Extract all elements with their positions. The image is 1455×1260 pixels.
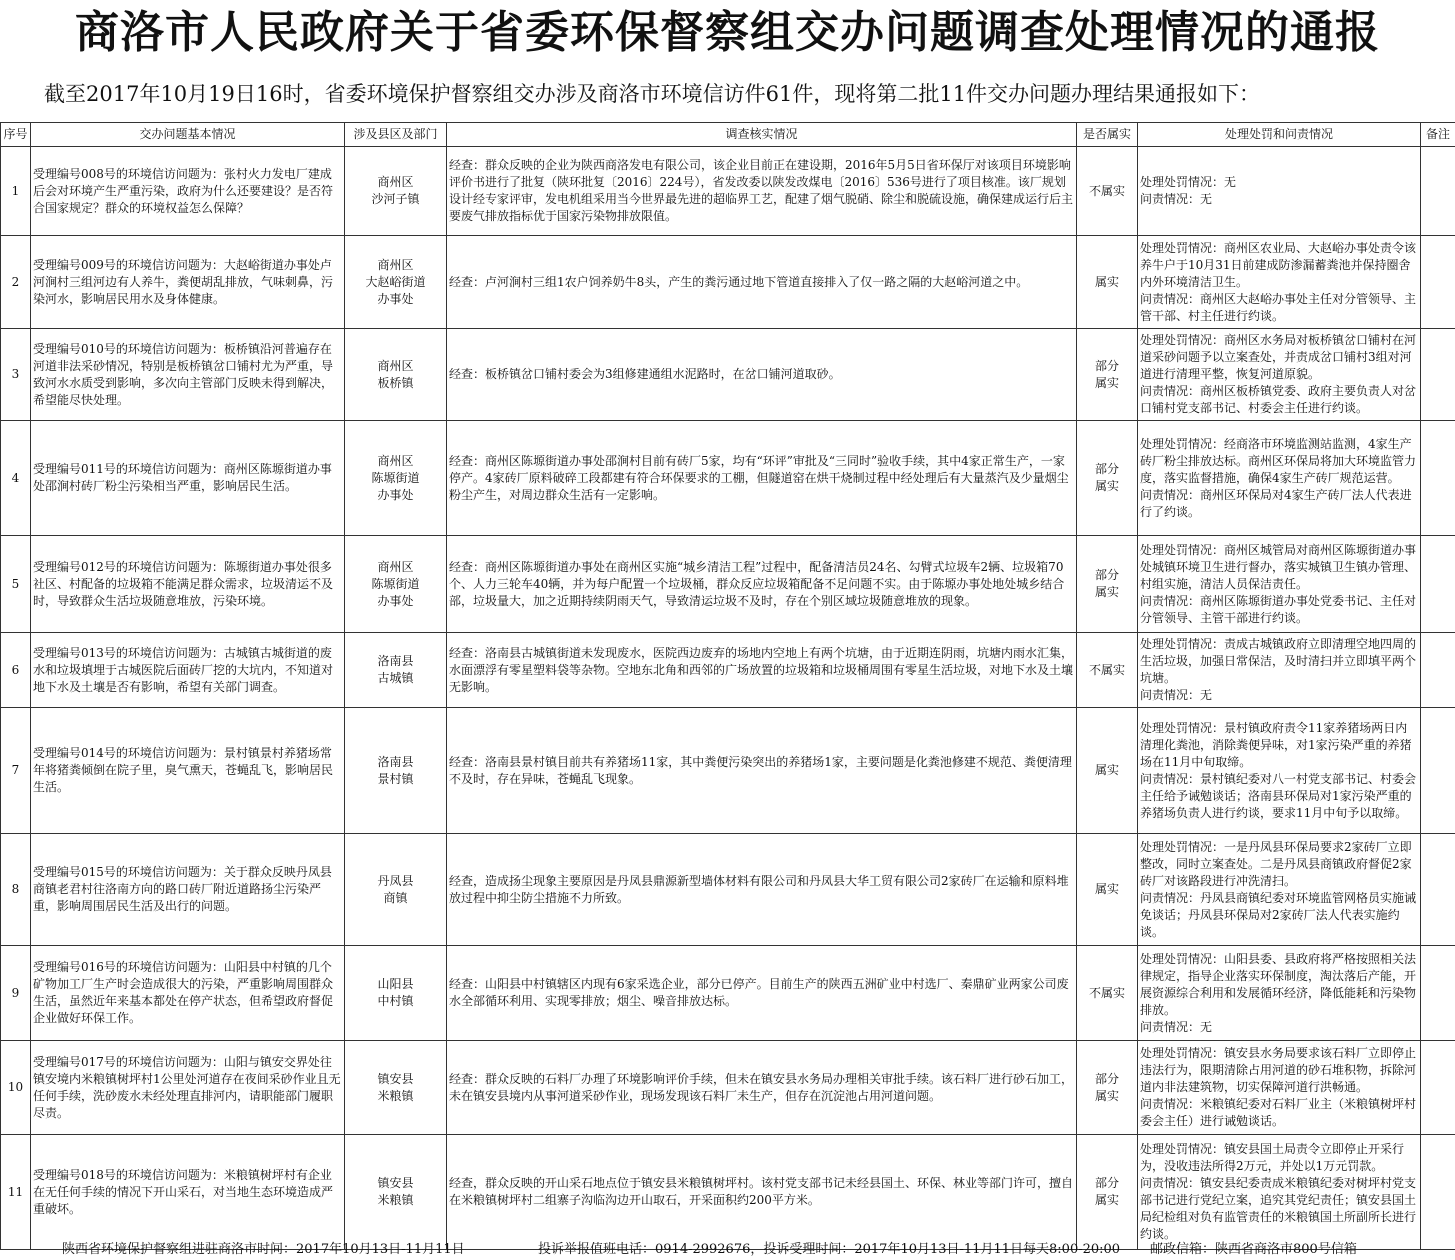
cell-verified: 属实 (1077, 236, 1138, 329)
cell-investigation: 经查：商州区陈塬街道办事处邵涧村目前有砖厂5家，均有“环评”审批及“三同时”验收手续，其中4家正常生产，一家停产。4家砖厂原料破碎工段都建有符合环保要求的工棚，但隧道窑在烘干烧制过程中经处理后有大量蒸汽及少量烟尘粉尘产生，对周边群众生活有一定影响。 (447, 421, 1077, 536)
cell-area: 镇安县 米粮镇 (345, 1135, 447, 1250)
table-row (1, 236, 1455, 329)
header-verified: 是否属实 (1077, 123, 1138, 147)
cell-area: 商州区 沙河子镇 (345, 147, 447, 236)
cell-issue: 受理编号008号的环境信访问题为：张村火力发电厂建成后会对环境产生严重污染，政府为什么还要建设？是否符合国家规定？群众的环境权益怎么保障？ (31, 147, 345, 236)
cell-no: 6 (1, 633, 31, 708)
cell-investigation: 经查：群众反映的企业为陕西商洛发电有限公司，该企业目前正在建设期，2016年5月5日省环保厅对该项目环境影响评价书进行了批复（陕环批复〔2016〕224号），省发改委以陕发改煤电〔2016〕536号进行了项目核准。该厂规划设计经专家评审，发电机组采用当今世界最先进的超临界工艺，配建了烟气脱硝、除尘和脱硫设施，确保建成运行后主要废气排放指标优于国家污染物排放限值。 (447, 147, 1077, 236)
cell-handling: 处理处罚情况：经商洛市环境监测站监测，4家生产砖厂粉尘排放达标。商州区环保局将加大环境监管力度，落实监督措施，确保4家生产砖厂规范运营。 问责情况：商州区环保局对4家生产砖厂法人代表进行了约谈。 (1138, 421, 1421, 536)
cell-handling: 处理处罚情况：一是丹凤县环保局要求2家砖厂立即整改，同时立案查处。二是丹凤县商镇政府督促2家砖厂对该路段进行冲洗清扫。 问责情况：丹凤县商镇纪委对环境监管网格员实施诫免谈话；丹凤县环保局对2家砖厂法人代表实施约谈。 (1138, 834, 1421, 946)
cell-handling: 处理处罚情况：山阳县委、县政府将严格按照相关法律规定，指导企业落实环保制度，淘汰落后产能，开展资源综合利用和发展循环经济，降低能耗和污染物排放。 问责情况：无 (1138, 946, 1421, 1041)
cell-investigation: 经查：板桥镇岔口铺村委会为3组修建通组水泥路时，在岔口铺河道取砂。 (447, 329, 1077, 421)
cell-verified: 不属实 (1077, 633, 1138, 708)
table-row (1, 1135, 1455, 1250)
cell-remark (1421, 1041, 1455, 1135)
cell-investigation: 经查：山阳县中村镇辖区内现有6家采选企业，部分已停产。目前生产的陕西五洲矿业中村选厂、秦鼎矿业两家公司废水全部循环利用、实现零排放；烟尘、噪音排放达标。 (447, 946, 1077, 1041)
cell-no: 4 (1, 421, 31, 536)
cell-issue: 受理编号017号的环境信访问题为：山阳与镇安交界处往镇安境内米粮镇树坪村1公里处河道存在夜间采砂作业且无任何手续，洗砂废水未经处理直排河内，请职能部门履职尽责。 (31, 1041, 345, 1135)
header-investigation: 调查核实情况 (447, 123, 1077, 147)
footer (0, 1240, 1455, 1260)
cell-no: 11 (1, 1135, 31, 1250)
table-row (1, 329, 1455, 421)
cell-issue: 受理编号014号的环境信访问题为：景村镇景村养猪场常年将猪粪倾倒在院子里，臭气熏天，苍蝇乱飞，影响居民生活。 (31, 708, 345, 834)
cell-verified: 不属实 (1077, 147, 1138, 236)
cell-no: 9 (1, 946, 31, 1041)
cell-area: 洛南县 古城镇 (345, 633, 447, 708)
cell-handling: 处理处罚情况：商州区农业局、大赵峪办事处责令该养牛户于10月31日前建成防渗漏蓄粪池并保持圈舍内外环境清洁卫生。 问责情况：商州区大赵峪办事处主任对分管领导、主管干部、村主任进行约谈。 (1138, 236, 1421, 329)
cell-verified: 部分 属实 (1077, 536, 1138, 633)
cell-no: 5 (1, 536, 31, 633)
cell-handling: 处理处罚情况：景村镇政府责令11家养猪场两日内清理化粪池，消除粪便异味，对1家污染严重的养猪场在11月中旬取缔。 问责情况：景村镇纪委对八一村党支部书记、村委会主任给予诫勉谈话；洛南县环保局对1家污染严重的养猪场负责人进行约谈，要求11月中旬予以取缔。 (1138, 708, 1421, 834)
cell-issue: 受理编号013号的环境信访问题为：古城镇古城街道的废水和垃圾填埋于古城医院后面砖厂挖的大坑内，不知道对地下水及土壤是否有影响，希望有关部门调查。 (31, 633, 345, 708)
table-row (1, 536, 1455, 633)
cell-area: 商州区 大赵峪街道 办事处 (345, 236, 447, 329)
cell-remark (1421, 834, 1455, 946)
cell-remark (1421, 708, 1455, 834)
cell-handling: 处理处罚情况：商州区水务局对板桥镇岔口铺村在河道采砂问题予以立案查处，并责成岔口铺村3组对河道进行清理平整，恢复河道原貌。 问责情况：商州区板桥镇党委、政府主要负责人对岔口铺村党支部书记、村委会主任进行约谈。 (1138, 329, 1421, 421)
footer-stationing-period: 陕西省环境保护督察组进驻商洛市时间：2017年10月13日-11月11日 (62, 1242, 465, 1257)
cell-remark (1421, 421, 1455, 536)
table-row (1, 1041, 1455, 1135)
footer-hotline: 投诉举报值班电话：0914-2992676，投诉受理时间：2017年10月13日-11月11日每天8:00-20:00 (538, 1242, 1121, 1257)
cell-remark (1421, 1135, 1455, 1250)
cell-area: 山阳县 中村镇 (345, 946, 447, 1041)
table-row (1, 633, 1455, 708)
page-title: 商洛市人民政府关于省委环保督察组交办问题调查处理情况的通报 (75, 7, 1380, 58)
cell-verified: 属实 (1077, 708, 1138, 834)
cell-issue: 受理编号011号的环境信访问题为：商州区陈塬街道办事处邵涧村砖厂粉尘污染相当严重，影响居民生活。 (31, 421, 345, 536)
table-row (1, 421, 1455, 536)
cell-no: 7 (1, 708, 31, 834)
cell-remark (1421, 236, 1455, 329)
cell-issue: 受理编号009号的环境信访问题为：大赵峪街道办事处卢河涧村三组河边有人养牛，粪便胡乱排放，气味刺鼻，污染河水，影响居民用水及身体健康。 (31, 236, 345, 329)
cell-no: 10 (1, 1041, 31, 1135)
table-row (1, 708, 1455, 834)
cell-issue: 受理编号012号的环境信访问题为：陈塬街道办事处很多社区、村配备的垃圾箱不能满足群众需求，垃圾清运不及时，导致群众生活垃圾随意堆放，污染环境。 (31, 536, 345, 633)
cell-area: 镇安县 米粮镇 (345, 1041, 447, 1135)
intro-text: 截至2017年10月19日16时，省委环境保护督察组交办涉及商洛市环境信访件61件，现将第二批11件交办问题办理结果通报如下： (44, 82, 1261, 106)
cell-no: 1 (1, 147, 31, 236)
footer-mailbox: 邮政信箱：陕西省商洛市800号信箱 (1150, 1242, 1357, 1257)
cell-investigation: 经查，造成扬尘现象主要原因是丹凤县鼎源新型墙体材料有限公司和丹凤县大华工贸有限公司2家砖厂在运输和原料堆放过程中抑尘防尘措施不力所致。 (447, 834, 1077, 946)
cell-handling: 处理处罚情况：镇安县水务局要求该石料厂立即停止违法行为，限期清除占用河道的砂石堆积物，拆除河道内非法建筑物，切实保障河道行洪畅通。 问责情况：米粮镇纪委对石料厂业主（米粮镇树坪村委会主任）进行诫勉谈话。 (1138, 1041, 1421, 1135)
cell-investigation: 经查：群众反映的石料厂办理了环境影响评价手续，但未在镇安县水务局办理相关审批手续。该石料厂进行砂石加工，未在镇安县境内从事河道采砂作业，现场发现该石料厂未生产，但存在沉淀池占用河道问题。 (447, 1041, 1077, 1135)
cell-area: 洛南县 景村镇 (345, 708, 447, 834)
cell-issue: 受理编号010号的环境信访问题为：板桥镇沿河普遍存在河道非法采砂情况，特别是板桥镇岔口铺村尤为严重，导致河水水质受到影响，多次向主管部门反映未得到解决，希望能尽快处理。 (31, 329, 345, 421)
table-row (1, 834, 1455, 946)
header-issue: 交办问题基本情况 (31, 123, 345, 147)
cell-investigation: 经查：卢河涧村三组1农户饲养奶牛8头，产生的粪污通过地下管道直接排入了仅一路之隔的大赵峪河道之中。 (447, 236, 1077, 329)
cell-verified: 部分 属实 (1077, 329, 1138, 421)
cell-no: 3 (1, 329, 31, 421)
cell-remark (1421, 147, 1455, 236)
cell-investigation: 经查，群众反映的开山采石地点位于镇安县米粮镇树坪村。该村党支部书记未经县国土、环保、林业等部门许可，擅自在米粮镇树坪村二组寨子沟临沟边开山取石，开采面积约200平方米。 (447, 1135, 1077, 1250)
header-remark: 备注 (1421, 123, 1455, 147)
cell-no: 8 (1, 834, 31, 946)
cell-investigation: 经查：洛南县古城镇街道未发现废水，医院西边废弃的场地内空地上有两个坑塘，由于近期连阴雨，坑塘内雨水汇集，水面漂浮有零星塑料袋等杂物。空地东北角和西邻的广场放置的垃圾箱和垃圾桶周围有零星生活垃圾，对地下水及土壤无影响。 (447, 633, 1077, 708)
cell-remark (1421, 633, 1455, 708)
issues-table (0, 122, 1455, 1250)
cell-investigation: 经查：洛南县景村镇目前共有养猪场11家，其中粪便污染突出的养猪场1家，主要问题是化粪池修建不规范、粪便清理不及时，存在异味，苍蝇乱飞现象。 (447, 708, 1077, 834)
cell-remark (1421, 329, 1455, 421)
cell-handling: 处理处罚情况：镇安县国土局责令立即停止开采行为，没收违法所得2万元，并处以1万元罚款。 问责情况：镇安县纪委责成米粮镇纪委对树坪村党支部书记进行党纪立案，追究其党纪责任；镇安县国土局纪检组对负有监管责任的米粮镇国土所副所长进行约谈。 (1138, 1135, 1421, 1250)
cell-handling: 处理处罚情况：责成古城镇政府立即清理空地四周的生活垃圾，加强日常保洁，及时清扫并立即填平两个坑塘。 问责情况：无 (1138, 633, 1421, 708)
cell-area: 丹凤县 商镇 (345, 834, 447, 946)
table-row (1, 946, 1455, 1041)
cell-verified: 部分 属实 (1077, 1041, 1138, 1135)
cell-verified: 属实 (1077, 834, 1138, 946)
table-row (1, 147, 1455, 236)
header-no: 序号 (1, 123, 31, 147)
cell-remark (1421, 536, 1455, 633)
cell-area: 商州区 板桥镇 (345, 329, 447, 421)
cell-issue: 受理编号015号的环境信访问题为：关于群众反映丹凤县商镇老君村往洛南方向的路口砖厂附近道路扬尘污染严重，影响周围居民生活及出行的问题。 (31, 834, 345, 946)
cell-handling: 处理处罚情况：无 问责情况：无 (1138, 147, 1421, 236)
cell-verified: 部分 属实 (1077, 1135, 1138, 1250)
cell-investigation: 经查：商州区陈塬街道办事处在商州区实施“城乡清洁工程”过程中，配备清洁员24名、勾臂式垃圾车2辆、垃圾箱70个、人力三轮车40辆，并为每户配置一个垃圾桶，群众反应垃圾箱配备不足问题不实。由于陈塬办事处地处城乡结合部，垃圾量大，加之近期持续阴雨天气，导致清运垃圾不及时，存在个别区域垃圾随意堆放的现象。 (447, 536, 1077, 633)
header-area: 涉及县区及部门 (345, 123, 447, 147)
cell-no: 2 (1, 236, 31, 329)
cell-verified: 部分 属实 (1077, 421, 1138, 536)
cell-remark (1421, 946, 1455, 1041)
cell-issue: 受理编号016号的环境信访问题为：山阳县中村镇的几个矿物加工厂生产时会造成很大的污染，严重影响周围群众生活，虽然近年来基本都处在停产状态，但希望政府督促企业做好环保工作。 (31, 946, 345, 1041)
cell-area: 商州区 陈塬街道 办事处 (345, 421, 447, 536)
cell-verified: 不属实 (1077, 946, 1138, 1041)
table-header-row (1, 123, 1455, 147)
cell-area: 商州区 陈塬街道 办事处 (345, 536, 447, 633)
header-handling: 处理处罚和问责情况 (1138, 123, 1421, 147)
cell-handling: 处理处罚情况：商州区城管局对商州区陈塬街道办事处城镇环境卫生进行督办，落实城镇卫生镇办管理、村组实施，清洁人员保洁责任。 问责情况：商州区陈塬街道办事处党委书记、主任对分管领导、主管干部进行约谈。 (1138, 536, 1421, 633)
cell-issue: 受理编号018号的环境信访问题为：米粮镇树坪村有企业在无任何手续的情况下开山采石，对当地生态环境造成严重破坏。 (31, 1135, 345, 1250)
